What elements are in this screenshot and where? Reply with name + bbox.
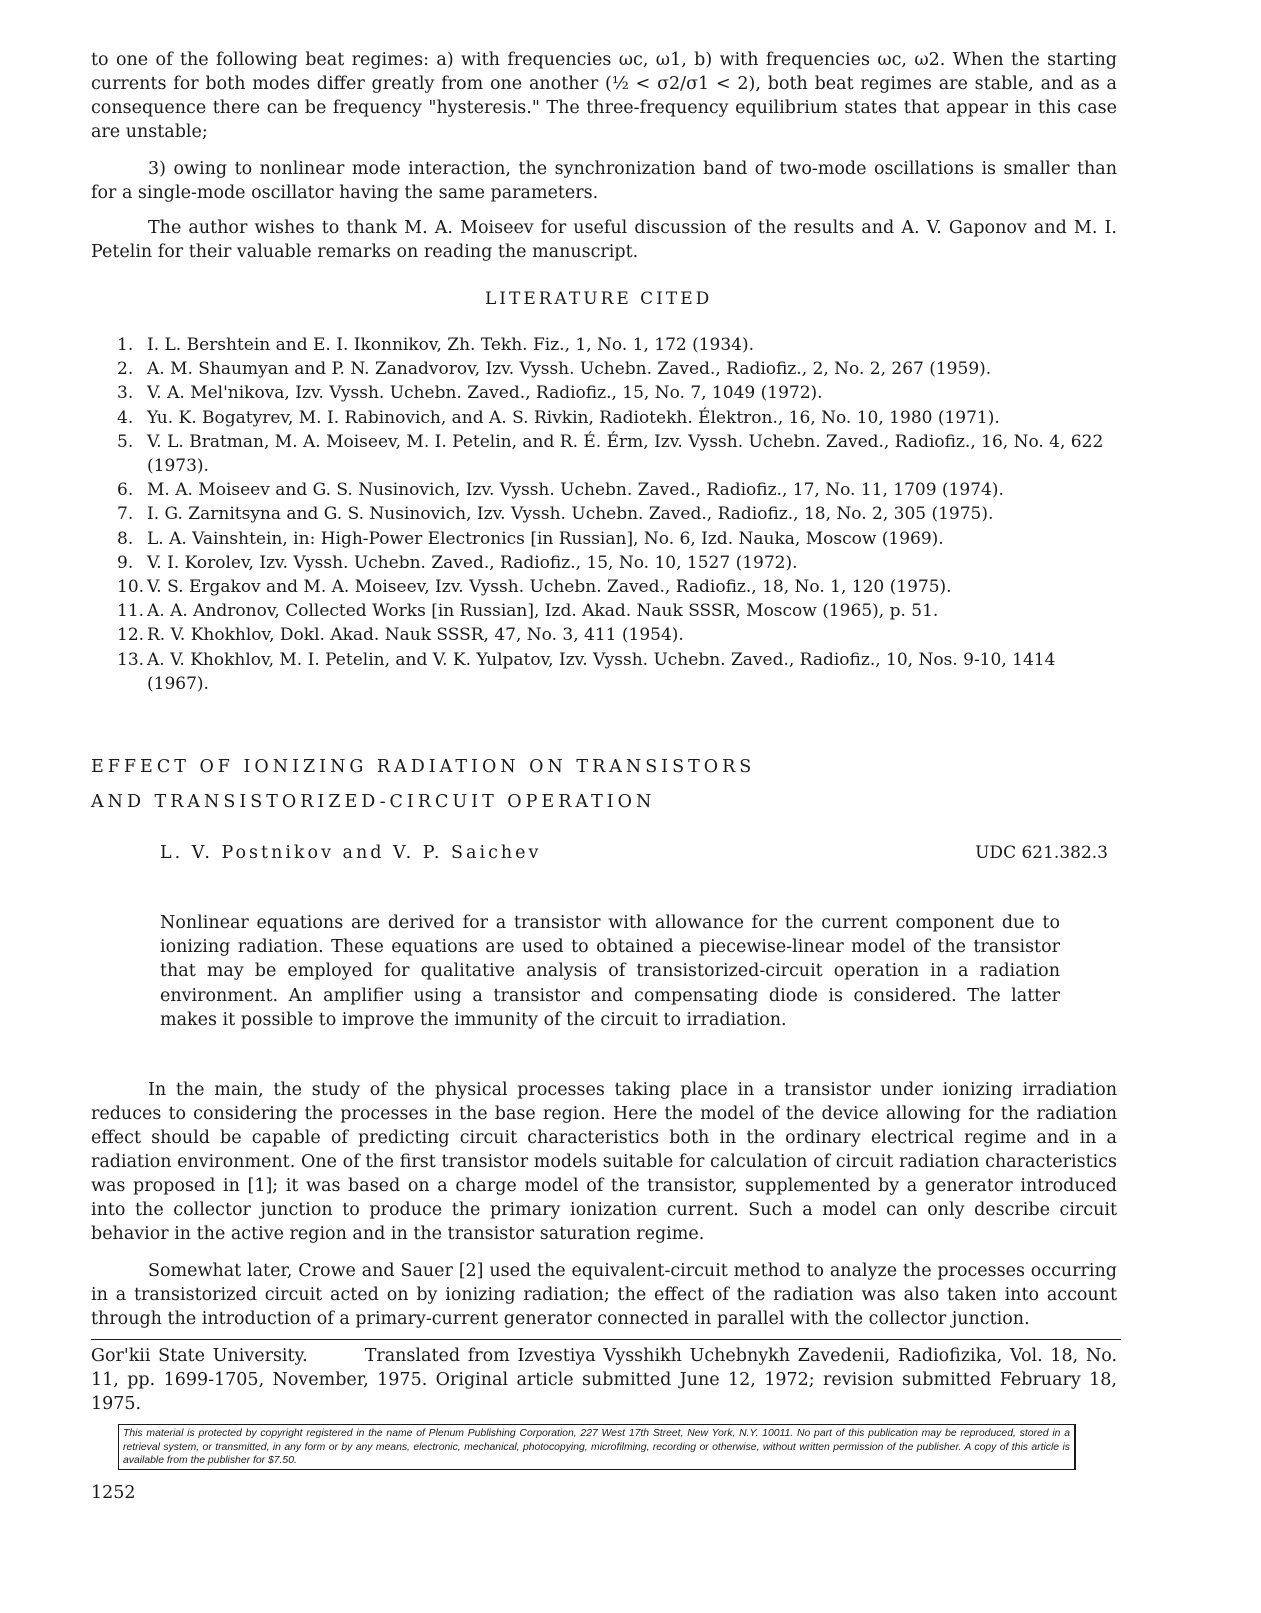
intro-paragraph-2: 3) owing to nonlinear mode interaction, the synchronization band of two-mode oscillations is smaller than for a single-mode oscillator having the same parameters. <box>91 159 1117 203</box>
reference-item <box>91 333 1121 357</box>
reference-number <box>91 430 147 478</box>
publication-footnote <box>91 1344 1117 1416</box>
translation-note: Translated from Izvestiya Vysshikh Uchebnykh Zavedenii, Radiofizika, Vol. 18, No. 11, pp. 1699-1705, November, 1975. Original article submitted June 12, 1972; revision submitted February 18, 1975. <box>91 1346 1118 1414</box>
reference-item <box>91 527 1121 551</box>
reference-text: V. I. Korolev, Izv. Vyssh. Uchebn. Zaved., Radiofiz., 15, No. 10, 1527 (1972). <box>147 552 798 573</box>
article-title-line-1: EFFECT OF IONIZING RADIATION ON TRANSISTORS <box>91 757 756 777</box>
udc-code: UDC 621.382.3 <box>975 843 1108 863</box>
reference-text: V. L. Bratman, M. A. Moiseev, M. I. Petelin, and R. É. Érm, Izv. Vyssh. Uchebn. Zaved., Radiofiz., 16, No. 4, 622 (1973). <box>147 431 1104 477</box>
reference-item <box>91 406 1121 430</box>
reference-number-text: 7. <box>117 504 134 525</box>
reference-item <box>91 502 1121 526</box>
affiliation-text: Gor'kii State University. <box>91 1346 308 1366</box>
reference-text: A. M. Shaumyan and P. N. Zanadvorov, Izv. Vyssh. Uchebn. Zaved., Radiofiz., 2, No. 2, 267 (1959). <box>147 359 992 380</box>
reference-number-text: 10. <box>117 577 145 598</box>
reference-number <box>91 381 147 405</box>
reference-text: A. A. Andronov, Collected Works [in Russian], Izd. Akad. Nauk SSSR, Moscow (1965), p. 51. <box>147 601 939 622</box>
reference-item <box>91 623 1121 647</box>
reference-number-text: 11. <box>117 601 145 622</box>
page-number: 1252 <box>91 1483 136 1503</box>
reference-number-text: 9. <box>117 552 134 573</box>
reference-number <box>91 599 147 623</box>
reference-number-text: 1. <box>117 335 134 355</box>
acknowledgment-paragraph: The author wishes to thank M. A. Moiseev for useful discussion of the results and A. V. Gaponov and M. I. Petelin for their valuable remarks on reading the manuscript. <box>91 218 1117 262</box>
article-abstract: Nonlinear equations are derived for a transistor with allowance for the current component due to ionizing radiation. These equations are used to obtained a piecewise-linear model of the transistor that may be employed for qualitative analysis of transistorized-circuit operation in a radiation environment. An amplifier using a transistor and compensating diode is considered. The latter makes it possible to improve the immunity of the circuit to irradiation. <box>160 913 1060 1030</box>
intro-paragraph-1: to one of the following beat regimes: a) with frequencies ωc, ω1, b) with frequencies ωc, ω2. When the starting currents for both modes differ greatly from one another (½ < σ2/σ1 < 2), both beat regimes are stable, and as a consequence there can be frequency "hysteresis." The three-frequency equilibrium states that appear in this case are unstable; <box>91 50 1117 142</box>
reference-item <box>91 575 1121 599</box>
reference-item <box>91 551 1121 575</box>
reference-number-text: 5. <box>117 431 134 452</box>
reference-number <box>91 333 147 357</box>
reference-item <box>91 478 1121 502</box>
reference-number <box>91 357 147 381</box>
body-paragraph-2: Somewhat later, Crowe and Sauer [2] used the equivalent-circuit method to analyze the processes occurring in a transistorized circuit acted on by ionizing radiation; the effect of the radiation was also taken into account through the introduction of a primary-current generator connected in parallel with the collector junction. <box>91 1261 1117 1329</box>
reference-number-text: 13. <box>117 649 145 670</box>
reference-list <box>91 333 1121 696</box>
body-paragraph-1: In the main, the study of the physical processes taking place in a transistor under ionizing irradiation reduces to considering the processes in the base region. Here the model of the device allowing for the radiation effect should be capable of predicting circuit characteristics both in the ordinary electrical regime and in a radiation environment. One of the first transistor models suitable for calculation of circuit radiation characteristics was proposed in [1]; it was based on a charge model of the transistor, supplemented by a generator introduced into the collector junction to produce the primary ionization current. Such a model can only describe circuit behavior in the active region and in the transistor saturation regime. <box>91 1080 1117 1244</box>
article-title-line-2: AND TRANSISTORIZED-CIRCUIT OPERATION <box>91 792 656 812</box>
reference-text: V. S. Ergakov and M. A. Moiseev, Izv. Vyssh. Uchebn. Zaved., Radiofiz., 18, No. 1, 120 (1975). <box>147 577 952 598</box>
reference-number <box>91 648 147 696</box>
copyright-notice: This material is protected by copyright registered in the name of Plenum Publishing Corporation, 227 West 17th Street, New York, N.Y. 10011. No part of this publication may be reproduced, stored in a retrieval system, or transmitted, in any form or by any means, electronic, mechanical, photocopying, microfilming, recording or otherwise, without written permission of the publisher. A copy of this article is available from the publisher for $7.50. <box>118 1424 1076 1470</box>
reference-number <box>91 502 147 526</box>
literature-cited-heading: LITERATURE CITED <box>485 289 713 309</box>
reference-number-text: 8. <box>117 528 134 549</box>
reference-number-text: 12. <box>117 625 145 646</box>
reference-text: L. A. Vainshtein, in: High-Power Electronics [in Russian], No. 6, Izd. Nauka, Moscow (1969). <box>147 528 944 549</box>
reference-item <box>91 357 1121 381</box>
reference-number <box>91 527 147 551</box>
reference-number <box>91 406 147 430</box>
reference-number <box>91 551 147 575</box>
reference-item <box>91 648 1121 696</box>
reference-text: I. G. Zarnitsyna and G. S. Nusinovich, Izv. Vyssh. Uchebn. Zaved., Radiofiz., 18, No. 2, 305 (1975). <box>147 504 994 525</box>
reference-item <box>91 430 1121 478</box>
reference-number-text: 2. <box>117 359 134 380</box>
article-authors: L. V. Postnikov and V. P. Saichev <box>160 843 542 863</box>
reference-number-text: 6. <box>117 480 134 501</box>
reference-number <box>91 478 147 502</box>
reference-number-text: 3. <box>117 383 134 404</box>
reference-text: V. A. Mel'nikova, Izv. Vyssh. Uchebn. Zaved., Radiofiz., 15, No. 7, 1049 (1972). <box>147 383 823 404</box>
reference-text: I. L. Bershtein and E. I. Ikonnikov, Zh. Tekh. Fiz., 1, No. 1, 172 (1934). <box>147 335 755 355</box>
reference-text: Yu. K. Bogatyrev, M. I. Rabinovich, and A. S. Rivkin, Radiotekh. Élektron., 16, No. 10, 1980 (1971). <box>147 407 1000 428</box>
footnote-divider <box>91 1339 1121 1340</box>
reference-text: M. A. Moiseev and G. S. Nusinovich, Izv. Vyssh. Uchebn. Zaved., Radiofiz., 17, No. 11, 1709 (1974). <box>147 480 1004 501</box>
reference-text: R. V. Khokhlov, Dokl. Akad. Nauk SSSR, 47, No. 3, 411 (1954). <box>147 625 684 646</box>
reference-item <box>91 599 1121 623</box>
reference-item <box>91 381 1121 405</box>
reference-number <box>91 623 147 647</box>
reference-text: A. V. Khokhlov, M. I. Petelin, and V. K. Yulpatov, Izv. Vyssh. Uchebn. Zaved., Radiofiz., 10, Nos. 9-10, 1414 (1967). <box>147 649 1056 694</box>
reference-number-text: 4. <box>117 407 134 428</box>
reference-number <box>91 575 147 599</box>
